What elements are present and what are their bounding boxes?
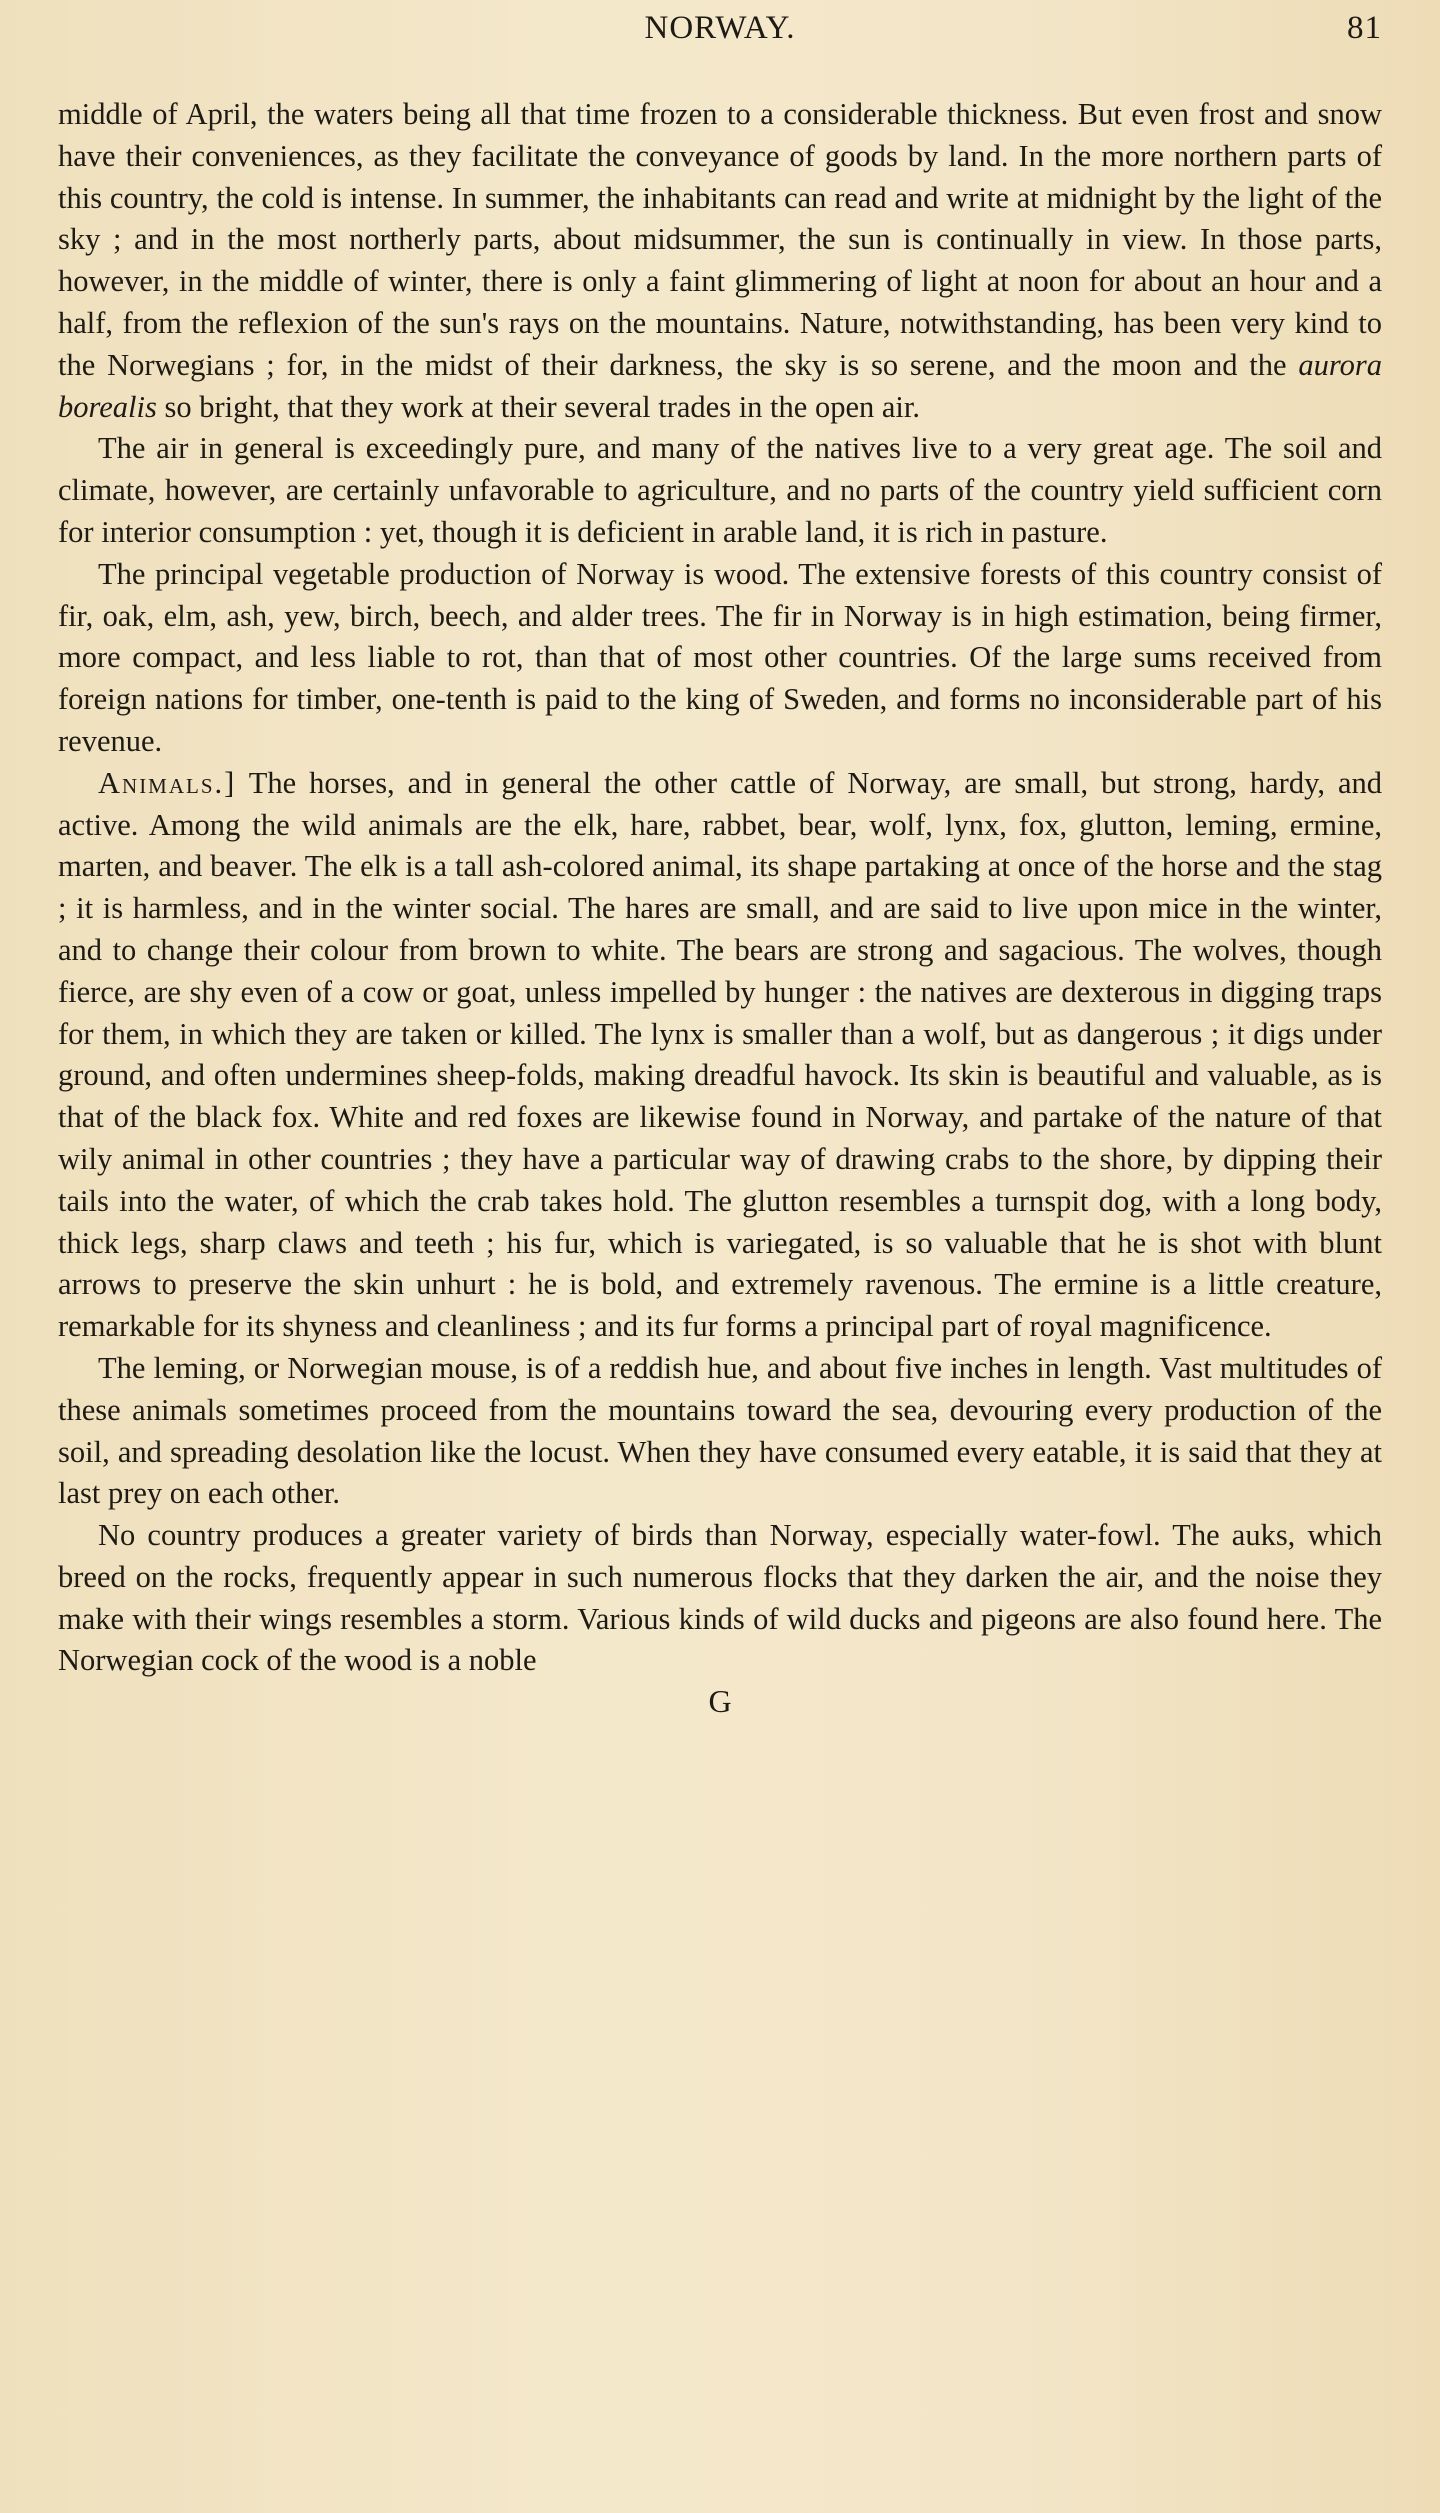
page-header	[58, 10, 1382, 60]
paragraph-1-text: middle of April, the waters being all that time frozen to a considerable thickness. But even frost and snow have their conveniences, as they facilitate the conveyance of goods by land. In the more northern parts of this country, the cold is intense. In summer, the inhabitants can read and write at midnight by the light of the sky ; and in the most northerly parts, about midsummer, the sun is continually in view. In those parts, however, in the middle of winter, there is only a faint glimmering of light at noon for about an hour and a half, from the reflexion of the sun's rays on the mountains. Nature, notwithstanding, has been very kind to the Norwegians ; for, in the midst of their darkness, the sky is so serene, and the moon and the	[58, 97, 1382, 382]
section-heading-animals: Animals.]	[98, 765, 237, 800]
body-text	[58, 94, 1382, 1682]
paragraph-4-text: The horses, and in general the other cattle of Norway, are small, but strong, hardy, and active. Among the wild animals are the elk, hare, rabbet, bear, wolf, lynx, fox, glutton, leming, ermine, marten, and beaver. The elk is a tall ash-colored animal, its shape partaking at once of the horse and the stag ; it is harmless, and in the winter social. The hares are small, and are said to live upon mice in the winter, and to change their colour from brown to white. The bears are strong and sagacious. The wolves, though fierce, are shy even of a cow or goat, unless impelled by hunger : the natives are dexterous in digging traps for them, in which they are taken or killed. The lynx is smaller than a wolf, but as dangerous ; it digs under ground, and often undermines sheep-folds, making dreadful havock. Its skin is beautiful and valuable, as is that of the black fox. White and red foxes are likewise found in Norway, and partake of the nature of that wily animal in other countries ; they have a particular way of drawing crabs to the shore, by dipping their tails into the water, of which the crab takes hold. The glutton resembles a turnspit dog, with a long body, thick legs, sharp claws and teeth ; his fur, which is variegated, is so valuable that he is shot with blunt arrows to preserve the skin unhurt : he is bold, and extremely ravenous. The ermine is a little creature, remarkable for its shyness and cleanliness ; and its fur forms a principal part of royal magnificence.	[58, 765, 1382, 1344]
page-number: 81	[1347, 10, 1382, 46]
paragraph-3: The principal vegetable production of Norway is wood. The extensive forests of this country consist of fir, oak, elm, ash, yew, birch, beech, and alder trees. The fir in Norway is in high estimation, being firmer, more compact, and less liable to rot, than that of most other countries. Of the large sums received from foreign nations for timber, one-tenth is paid to the king of Sweden, and forms no inconsiderable part of his revenue.	[58, 556, 1382, 758]
aurora-borealis-italic: aurora borealis	[58, 347, 1382, 424]
paragraph-1	[58, 94, 1382, 428]
signature-mark: G	[708, 1683, 732, 1720]
paragraph-6: No country produces a greater variety of birds than Norway, especially water-fowl. The auks, which breed on the rocks, frequently appear in such numerous flocks that they darken the air, and the noise they make with their wings resembles a storm. Various kinds of wild ducks and pigeons are also found here. The Norwegian cock of the wood is a noble	[58, 1518, 1382, 1678]
paragraph-5: The leming, or Norwegian mouse, is of a reddish hue, and about five inches in length. Vast multitudes of these animals sometimes proceed from the mountains toward the sea, devouring every production of the soil, and spreading desolation like the locust. When they have consumed every eatable, it is said that they at last prey on each other.	[58, 1350, 1382, 1511]
paragraph-2: The air in general is exceedingly pure, and many of the natives live to a very great age. The soil and climate, however, are certainly unfavorable to agriculture, and no parts of the country yield sufficient corn for interior consumption : yet, though it is deficient in arable land, it is rich in pasture.	[58, 431, 1382, 549]
running-head: NORWAY.	[644, 10, 796, 46]
paragraph-1-text-end: so bright, that they work at their several trades in the open air.	[156, 389, 920, 424]
paragraph-4	[58, 763, 1382, 1348]
